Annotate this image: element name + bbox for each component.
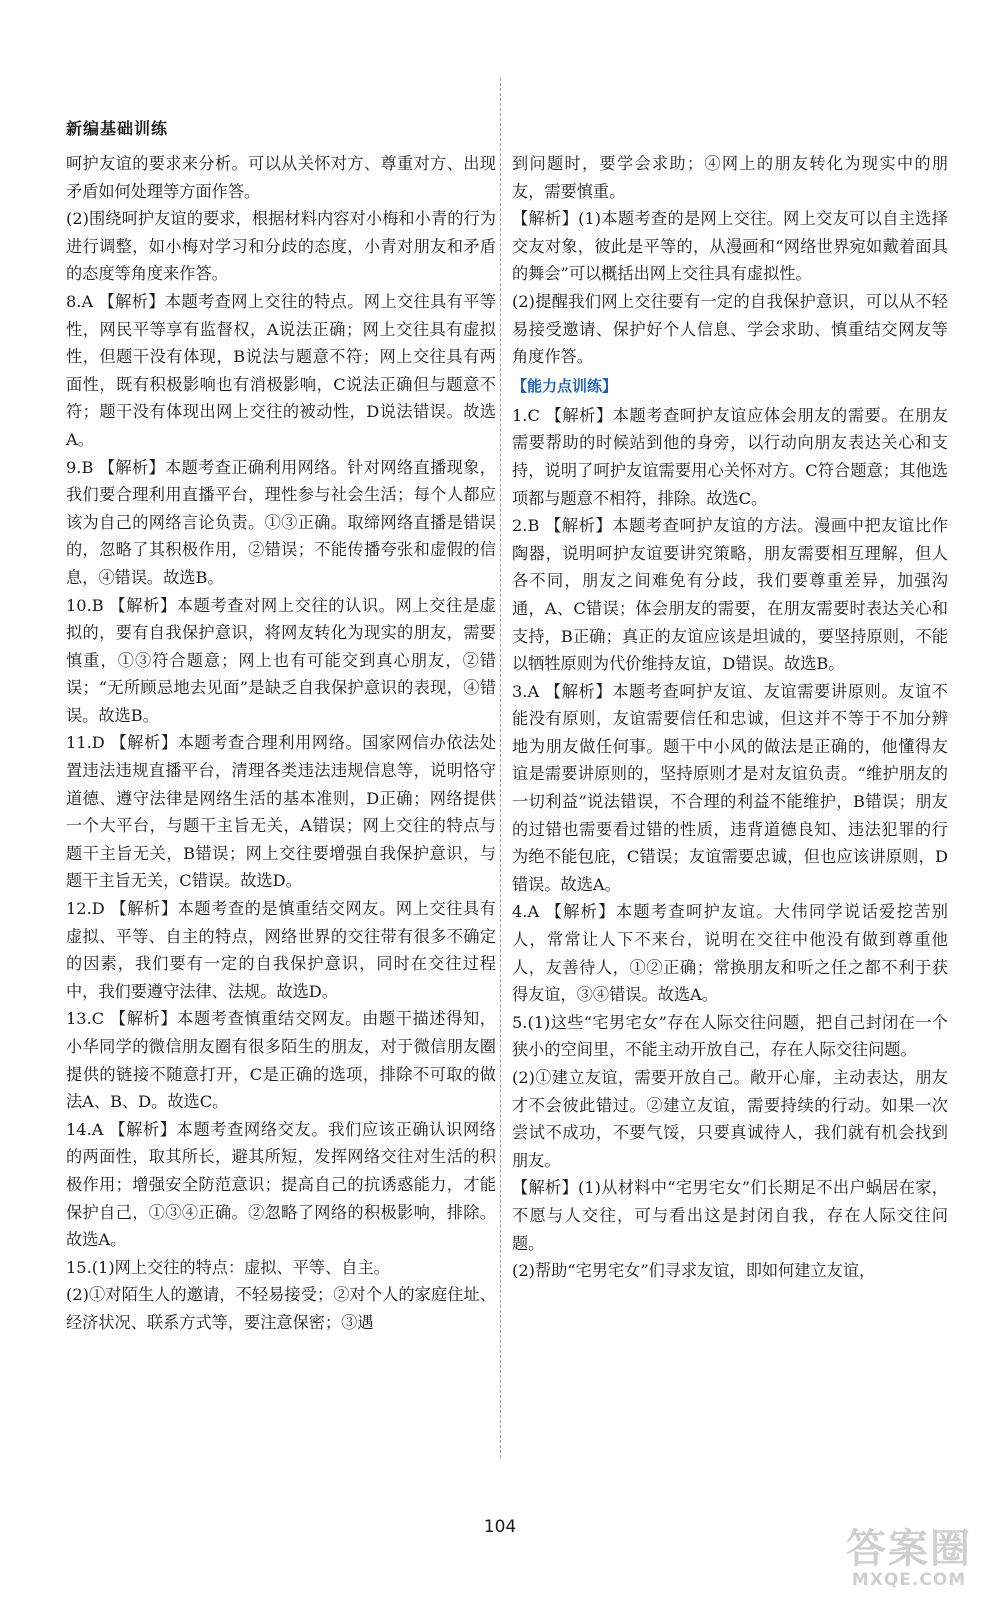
book-title-header: 新编基础训练 (66, 119, 169, 138)
answer-item-9: 9.B 【解析】本题考查正确利用网络。针对网络直播现象，我们要合理利用直播平台，理性参与社会生活；每个人都应该为自己的网络言论负责。①③正确。取缔网络直播是错误的，忽略了其积极作用，②错误；不能传播夸张和虚假的信息，④错误。故选B。 (66, 457, 496, 587)
answer-item-10: 10.B 【解析】本题考查对网上交往的认识。网上交往是虚拟的，要有自我保护意识，将网友转化为现实的朋友，需要慎重，①③符合题意；网上也有可能交到真心朋友，②错误；“无所顾忌地去见面”是缺乏自我保护意识的表现，④错误。故选B。 (66, 595, 496, 725)
analysis-paragraph: 【解析】(1)从材料中“宅男宅女”们长期足不出户蜗居在家，不愿与人交往，可与看出这是封闭自我，存在人际交往问题。 (512, 1178, 948, 1253)
ability-item-5: 5.(1)这些“宅男宅女”存在人际交往问题，把自己封闭在一个狭小的空间里，不能主动开放自己，存在人际交往问题。 (512, 1012, 948, 1060)
answer-item-13: 13.C 【解析】本题考查慎重结交网友。由题干描述得知，小华同学的微信朋友圈有很多陌生的朋友，对于微信朋友圈提供的链接不随意打开，C是正确的选项，排除不可取的做法A、B、D。故选C。 (66, 1009, 496, 1112)
answer-paragraph: (2)提醒我们网上交往要有一定的自我保护意识，可以从不轻易接受邀请、保护好个人信息、学会求助、慎重结交网友等角度作答。 (512, 291, 948, 367)
answer-item-14: 14.A 【解析】本题考查网络交友。我们应该正确认识网络的两面性，取其所长，避其所短，发挥网络交往对生活的积极作用；增强安全防范意识；提高自己的抗诱惑能力，才能保护自己，①③④正确。②忽略了网络的积极影响，排除。故选A。 (66, 1119, 496, 1250)
answer-paragraph: (2)围绕呵护友谊的要求，根据材料内容对小梅和小青的行为进行调整，如小梅对学习和分歧的态度，小青对朋友和矛盾的态度等角度来作答。 (66, 209, 496, 284)
ability-item-3: 3.A 【解析】本题考查呵护友谊、友谊需要讲原则。友谊不能没有原则，友谊需要信任和忠诚，但这并不等于不加分辨地为朋友做任何事。题干中小风的做法是正确的，他懂得友谊是需要讲原则的，坚持原则才是对友谊负责。“维护朋友的一切利益”说法错误，不合理的利益不能维护，B错误；朋友的过错也需要看过错的性质，违背道德良知、违法犯罪的行为绝不能包庇，C错误；友谊需要忠诚，但也应该讲原则，D错误。故选A。 (512, 681, 948, 894)
watermark-logo (846, 1528, 972, 1590)
answer-paragraph: 呵护友谊的要求来分析。可以从关怀对方、尊重对方、出现矛盾如何处理等方面作答。 (66, 154, 496, 201)
right-column (512, 150, 948, 1285)
section-title: 【能力点训练】 (512, 376, 618, 395)
watermark-url: MXQE.COM (851, 1570, 967, 1590)
column-divider (500, 78, 501, 1458)
ability-item-4: 4.A 【解析】本题考查呵护友谊。大伟同学说话爱挖苦别人，常常让人下不来台，说明在交往中他没有做到尊重他人，友善待人，①②正确；常换朋友和听之任之都不利于获得友谊，③④错误。故选A。 (512, 902, 948, 1005)
left-column (66, 150, 496, 1337)
answer-paragraph: (2)帮助“宅男宅女”们寻求友谊，即如何建立友谊， (512, 1261, 876, 1281)
answer-item-8: 8.A 【解析】本题考查网上交往的特点。网上交往具有平等性，网民平等享有监督权，A说法正确；网上交往具有虚拟性，但题干没有体现，B说法与题意不符；网上交往具有两面性，既有积极影响也有消极影响，C说法正确但与题意不符；题干没有体现出网上交往的被动性，D说法错误。故选A。 (66, 291, 496, 449)
watermark-text: 答案圈 (846, 1526, 972, 1572)
analysis-paragraph: 【解析】(1)本题考查的是网上交往。网上交友可以自主选择交友对象，彼此是平等的，从漫画和“网络世界宛如戴着面具的舞会”可以概括出网上交往具有虚拟性。 (512, 209, 948, 284)
answer-paragraph: 到问题时，要学会求助；④网上的朋友转化为现实中的朋友，需要慎重。 (512, 154, 948, 201)
answer-item-11: 11.D 【解析】本题考查合理利用网络。国家网信办依法处置违法违规直播平台，清理各类违法违规信息等，说明恪守道德、遵守法律是网络生活的基本准则，D正确；网络提供一个大平台，与题干主旨无关，A错误；网上交往的特点与题干主旨无关，B错误；网上交往要增强自我保护意识，与题干主旨无关，C错误。故选D。 (66, 733, 496, 891)
answer-item-15: 15.(1)网上交往的特点：虚拟、平等、自主。 (66, 1257, 390, 1277)
answer-item-12: 12.D 【解析】本题考查的是慎重结交网友。网上交往具有虚拟、平等、自主的特点，网络世界的交往带有很多不确定的因素，我们要有一定的自我保护意识，同时在交往过程中，我们要遵守法律、法规。故选D。 (66, 899, 496, 1001)
ability-item-2: 2.B 【解析】本题考查呵护友谊的方法。漫画中把友谊比作陶器，说明呵护友谊要讲究策略，朋友需要相互理解，但人各不同，朋友之间难免有分歧，我们要尊重差异，加强沟通，A、C错误；体会朋友的需要，在朋友需要时表达关心和支持，B正确；真正的友谊应该是坦诚的，要坚持原则，不能以牺牲原则为代价维持友谊，D错误。故选B。 (512, 516, 948, 674)
ability-item-1: 1.C 【解析】本题考查呵护友谊应体会朋友的需要。在朋友需要帮助的时候站到他的身旁，以行动向朋友表达关心和支持，说明了呵护友谊需要用心关怀对方。C符合题意；其他选项都与题意不相符，排除。故选C。 (512, 405, 948, 508)
page-number: 104 (483, 1517, 517, 1537)
answer-paragraph: (2)①建立友谊，需要开放自己。敞开心扉，主动表达，朋友才不会彼此错过。②建立友谊，需要持续的行动。如果一次尝试不成功，不要气馁，只要真诚待人，我们就有机会找到朋友。 (512, 1068, 948, 1170)
answer-paragraph: (2)①对陌生人的邀请，不轻易接受；②对个人的家庭住址、经济状况、联系方式等，要注意保密；③遇 (66, 1285, 496, 1332)
